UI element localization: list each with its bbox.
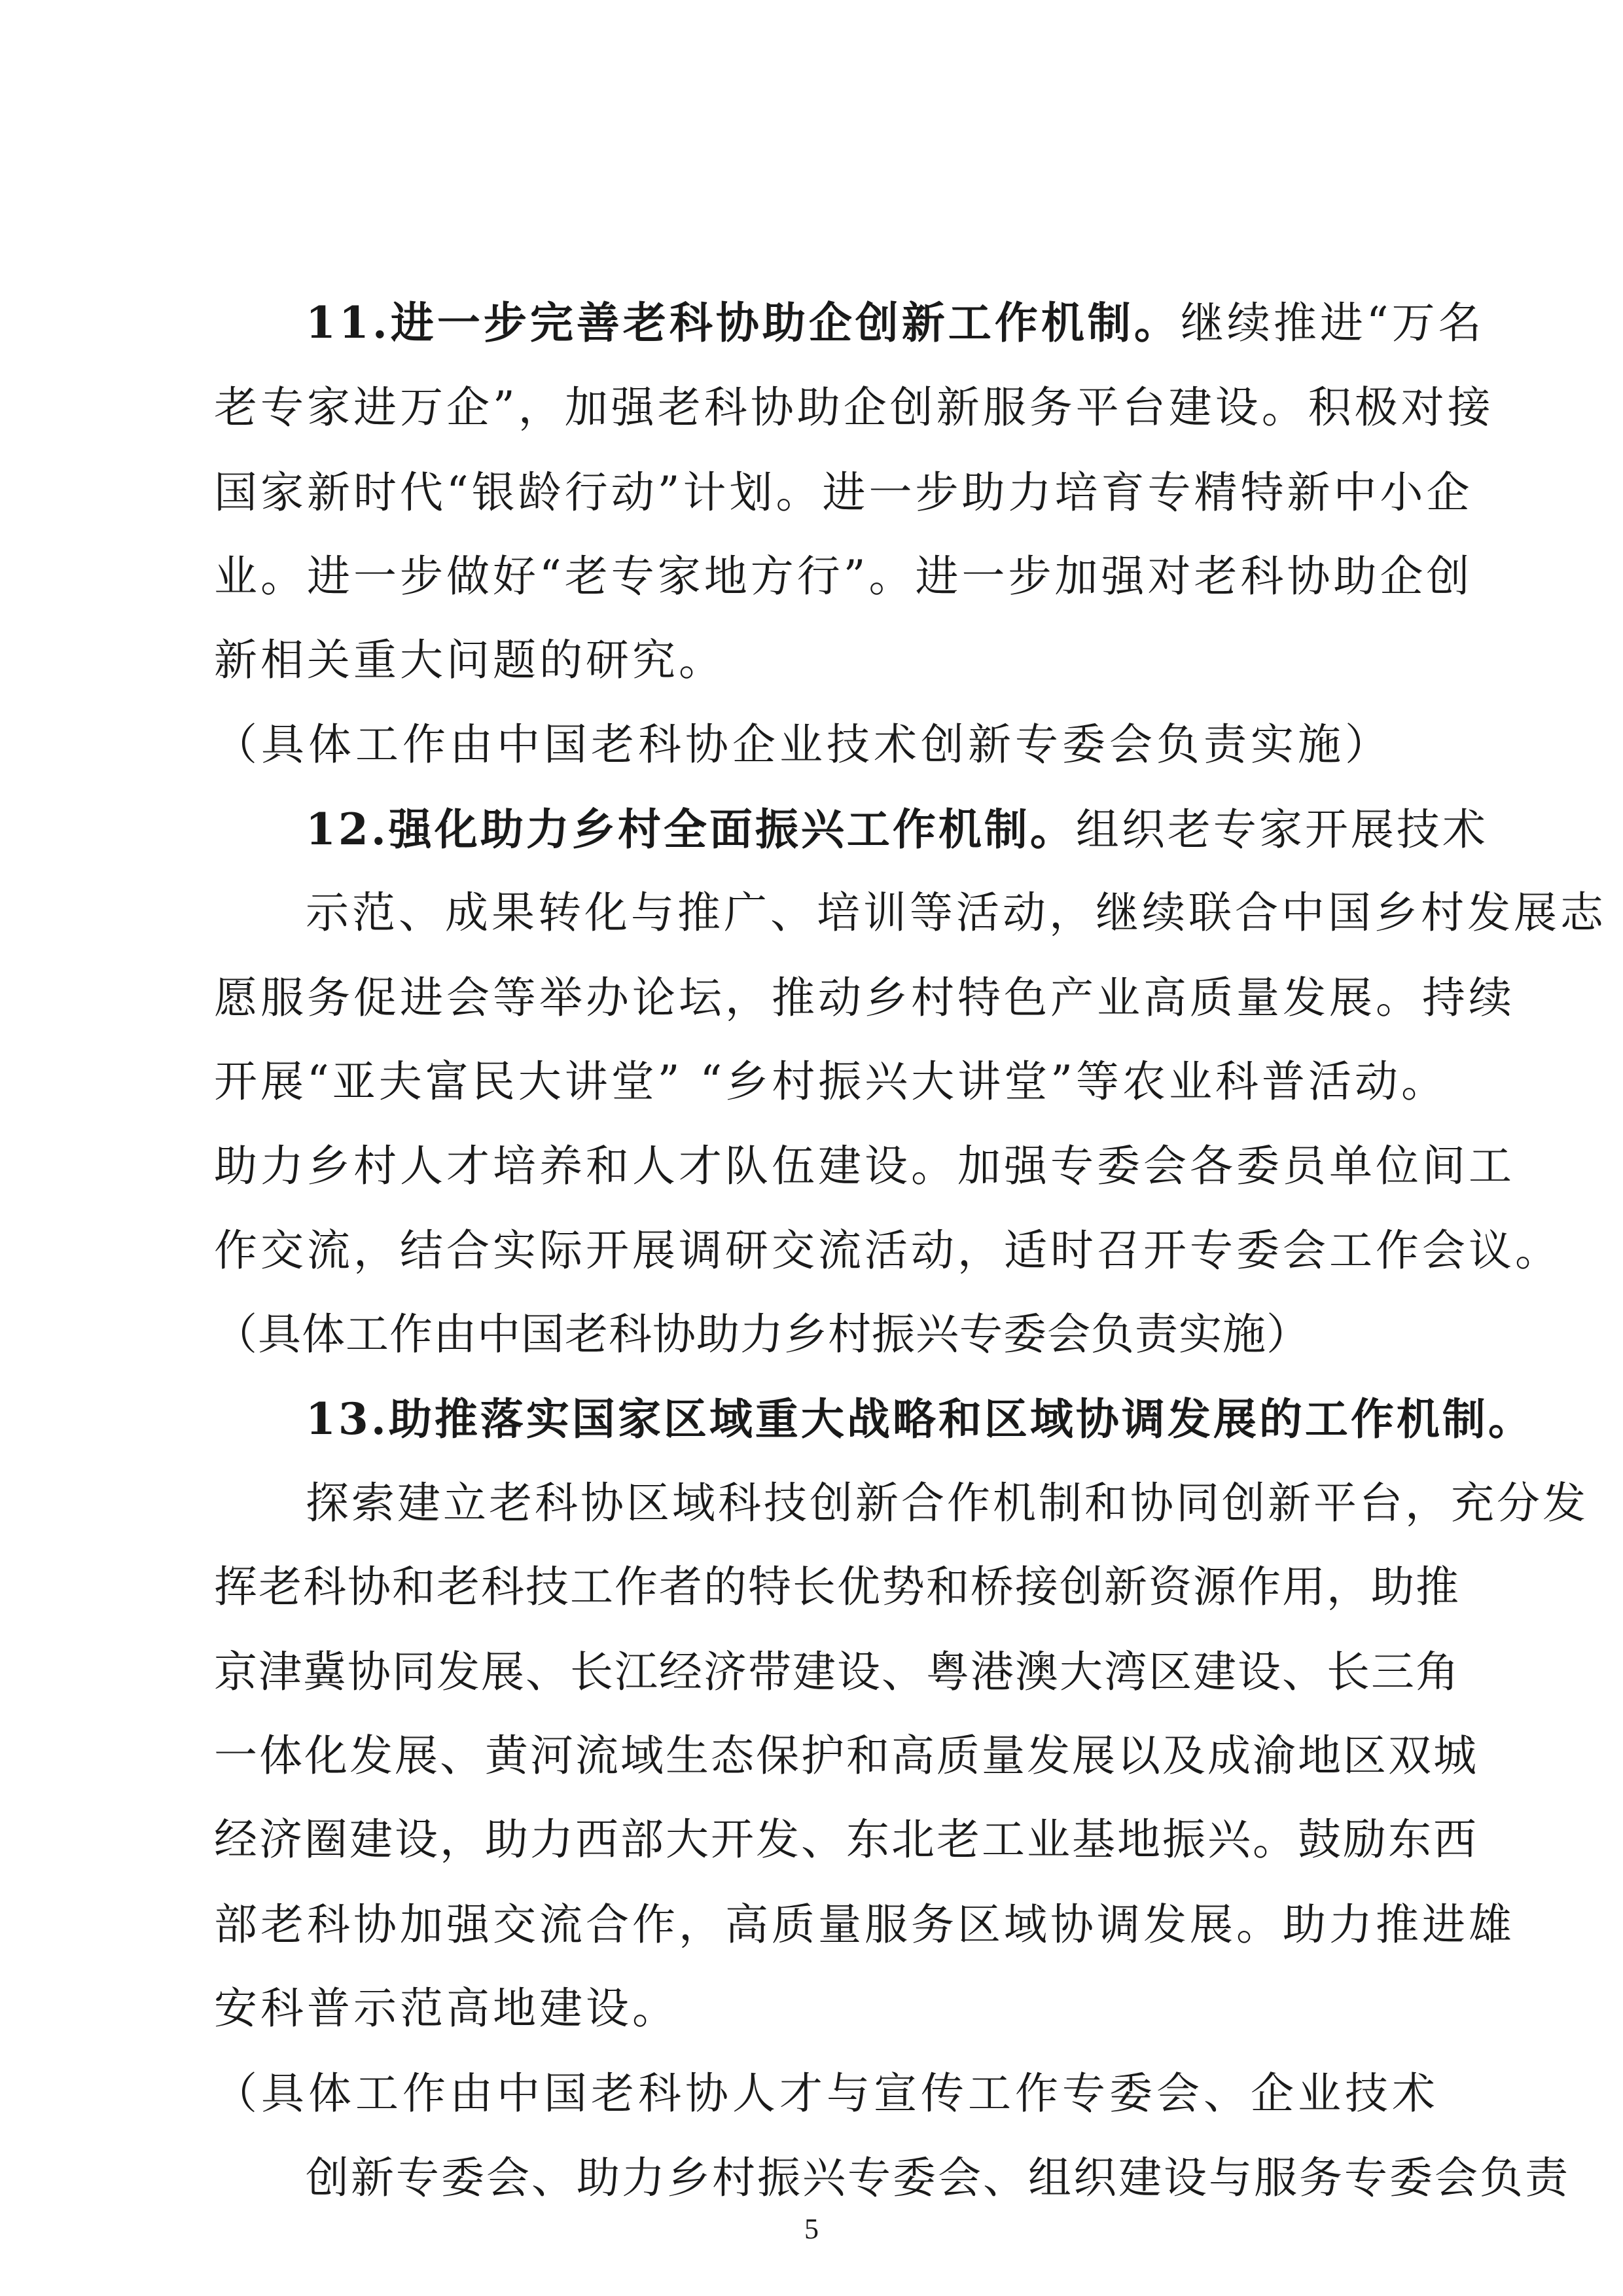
- item-12-title: 12.强化助力乡村全面振兴工作机制。: [306, 804, 1076, 855]
- body-text-line: 创新专委会、助力乡村振兴专委会、组织建设与服务专委会负责: [306, 2153, 1570, 2203]
- item-13-heading-line: [306, 1393, 1534, 1444]
- body-text-line: 探索建立老科协区域科技创新合作机制和协同创新平台，充分发: [306, 1478, 1588, 1528]
- body-text-line: 挥老科协和老科技工作者的特长优势和桥接创新资源作用，助推: [214, 1562, 1460, 1612]
- item-11-text: 继续推进“万名: [1180, 298, 1485, 348]
- body-text-line: 老专家进万企”，加强老科协助企创新服务平台建设。积极对接: [214, 382, 1494, 433]
- body-text-line: 开展“亚夫富民大讲堂” “乡村振兴大讲堂”等农业科普活动。: [214, 1056, 1448, 1107]
- item-12-heading-line: [306, 804, 1488, 855]
- body-text-line: 经济圈建设，助力西部大开发、东北老工业基地振兴。鼓励东西: [214, 1814, 1478, 1865]
- item-13-title: 13.助推落实国家区域重大战略和区域协调发展的工作机制。: [306, 1393, 1534, 1444]
- body-text-line: 国家新时代“银龄行动”计划。进一步助力培育专精特新中小企: [214, 467, 1473, 518]
- body-text-line: 助力乡村人才培养和人才队伍建设。加强专委会各委员单位间工: [214, 1141, 1515, 1191]
- body-text-line: 作交流，结合实际开展调研交流活动，适时召开专委会工作会议。: [214, 1225, 1561, 1276]
- item-11-heading-line: [306, 297, 1485, 348]
- page-number: 5: [804, 2213, 819, 2245]
- body-text-line: 业。进一步做好“老专家地方行”。进一步加强对老科协助企创: [214, 551, 1473, 601]
- body-text-line: 京津冀协同发展、长江经济带建设、粤港澳大湾区建设、长三角: [214, 1647, 1460, 1697]
- body-text-line: 一体化发展、黄河流域生态保护和高质量发展以及成渝地区双城: [214, 1731, 1478, 1781]
- item-12-responsibility-note: （具体工作由中国老科协助力乡村振兴专委会负责实施）: [214, 1309, 1310, 1359]
- item-13-responsibility-note: （具体工作由中国老科协人才与宣传工作专委会、企业技术: [214, 2068, 1439, 2119]
- body-text-line: 部老科协加强交流合作，高质量服务区域协调发展。助力推进雄: [214, 1899, 1515, 1950]
- body-text-line: 安科普示范高地建设。: [214, 1983, 679, 2034]
- item-11-title: 11.进一步完善老科协助企创新工作机制。: [306, 297, 1181, 348]
- item-11-responsibility-note: （具体工作由中国老科协企业技术创新专委会负责实施）: [214, 719, 1392, 770]
- body-text-line: 新相关重大问题的研究。: [214, 635, 725, 685]
- body-text-line: 愿服务促进会等举办论坛，推动乡村特色产业高质量发展。持续: [214, 973, 1515, 1023]
- body-text-line: 示范、成果转化与推广、培训等活动，继续联合中国乡村发展志: [306, 888, 1607, 938]
- item-12-text: 组织老专家开展技术: [1075, 804, 1488, 855]
